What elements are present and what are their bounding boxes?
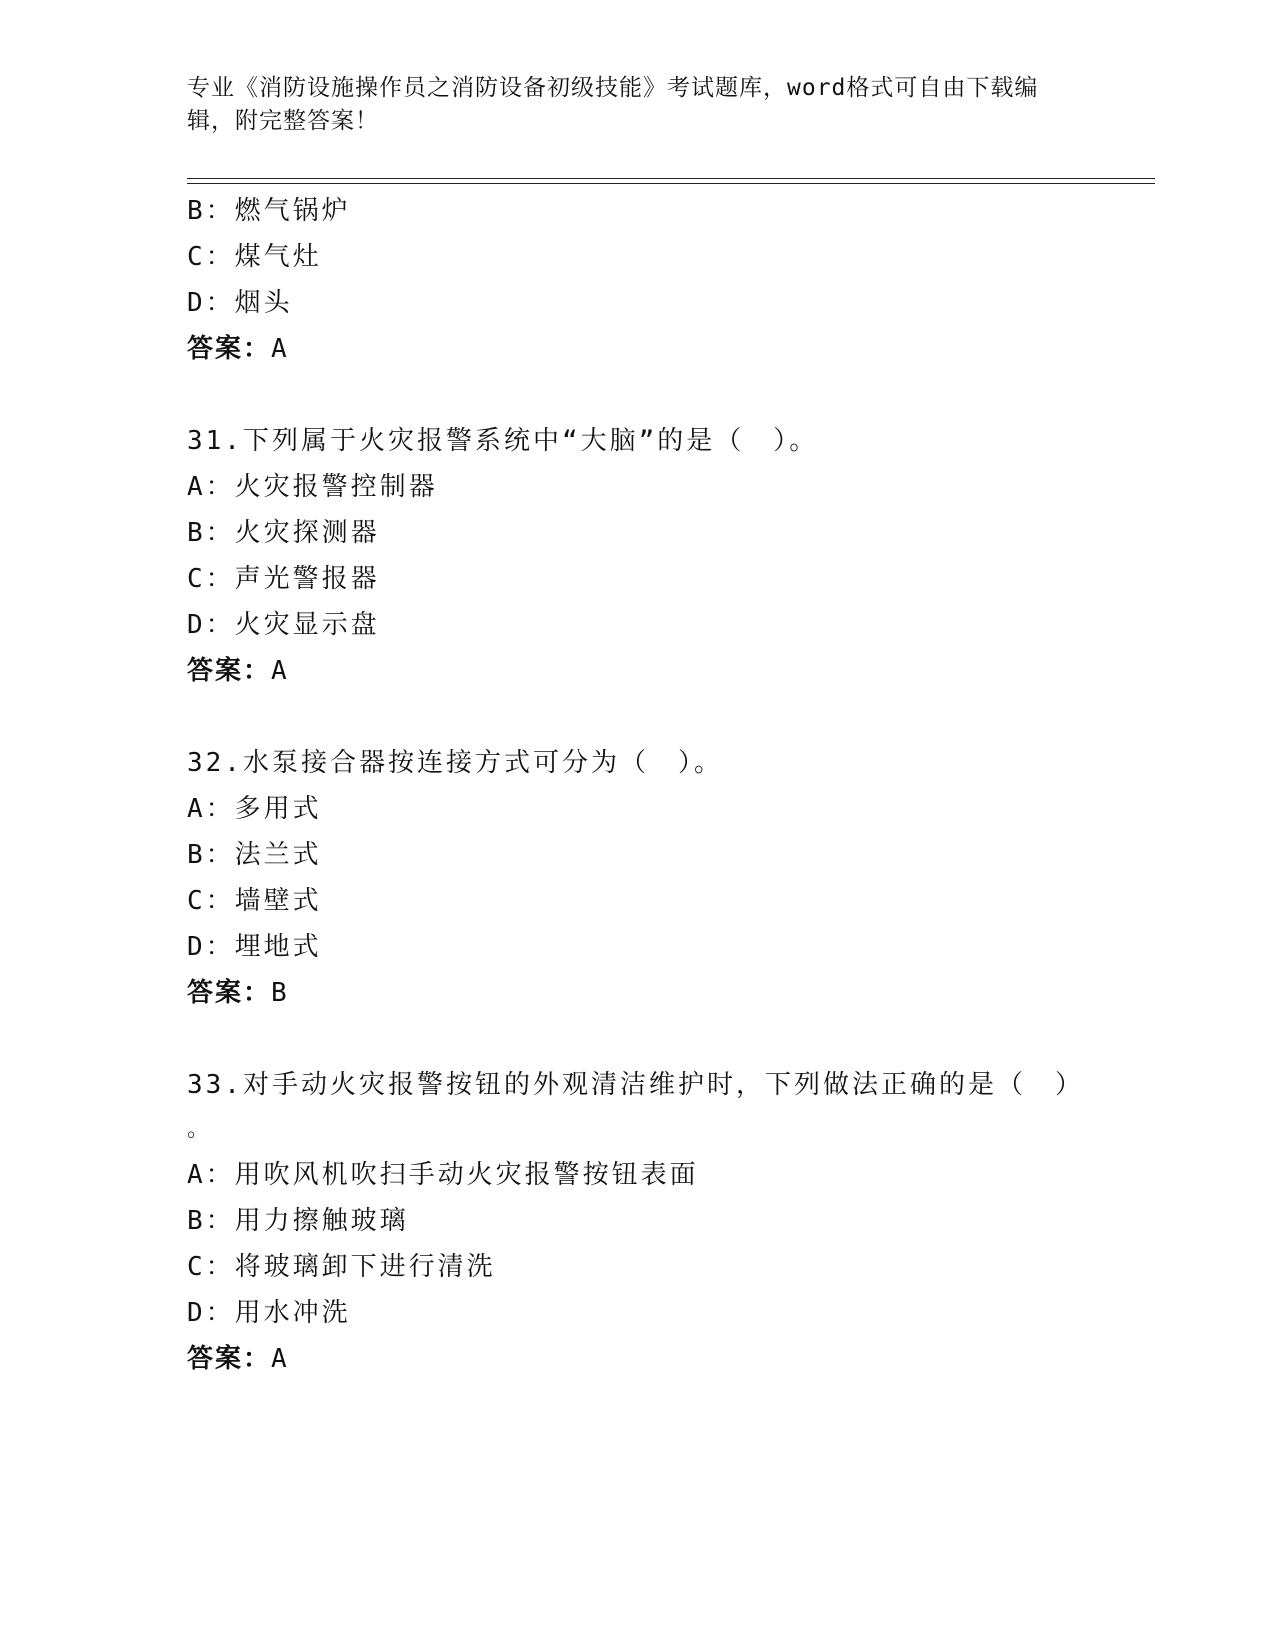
answer-label: 答案： [187, 978, 272, 1008]
option-d: D：用水冲洗 [187, 1298, 351, 1328]
question-33-stem [187, 1062, 1087, 1108]
option-b: B：法兰式 [187, 840, 322, 870]
question-text: 水泵接合器按连接方式可分为（ ）。 [242, 748, 723, 778]
option-b: B：燃气锅炉 [187, 196, 351, 226]
question-number: 33. [187, 1070, 243, 1100]
question-32-stem [187, 740, 1087, 786]
question-text-continuation: 。 [187, 1117, 210, 1142]
answer-value: B [271, 978, 288, 1008]
answer-value: A [271, 334, 288, 364]
answer-label: 答案： [187, 334, 272, 364]
answer-line [187, 970, 1087, 1016]
header-divider-top [187, 178, 1155, 179]
option-d: D：火灾显示盘 [187, 610, 380, 640]
answer-line [187, 1336, 1087, 1382]
option-b: B：用力擦触玻璃 [187, 1206, 409, 1236]
option-b: B：火灾探测器 [187, 518, 380, 548]
question-31-stem [187, 418, 1087, 464]
option-c: C：墙壁式 [187, 886, 322, 916]
document-header [187, 72, 1067, 138]
question-text: 下列属于火灾报警系统中“大脑”的是（ ）。 [242, 426, 819, 456]
answer-value: A [271, 1344, 288, 1374]
answer-line [187, 326, 1087, 372]
option-a: A：火灾报警控制器 [187, 472, 438, 502]
question-text: 对手动火灾报警按钮的外观清洁维护时，下列做法正确的是（ ） [242, 1070, 1084, 1100]
option-d: D：埋地式 [187, 932, 322, 962]
option-c: C：声光警报器 [187, 564, 380, 594]
option-a: A：用吹风机吹扫手动火灾报警按钮表面 [187, 1160, 699, 1190]
answer-label: 答案： [187, 656, 272, 686]
header-line-1: 专业《消防设施操作员之消防设备初级技能》考试题库，word格式可自由下载编 [187, 75, 1039, 101]
answer-label: 答案： [187, 1344, 272, 1374]
option-a: A：多用式 [187, 794, 322, 824]
option-c: C：煤气灶 [187, 242, 322, 272]
header-divider-bottom [187, 183, 1155, 184]
question-number: 32. [187, 748, 243, 778]
header-line-2: 辑，附完整答案！ [187, 108, 379, 134]
option-c: C：将玻璃卸下进行清洗 [187, 1252, 496, 1282]
answer-value: A [271, 656, 288, 686]
question-list [187, 188, 1087, 1382]
question-number: 31. [187, 426, 243, 456]
answer-line [187, 648, 1087, 694]
option-d: D：烟头 [187, 288, 293, 318]
